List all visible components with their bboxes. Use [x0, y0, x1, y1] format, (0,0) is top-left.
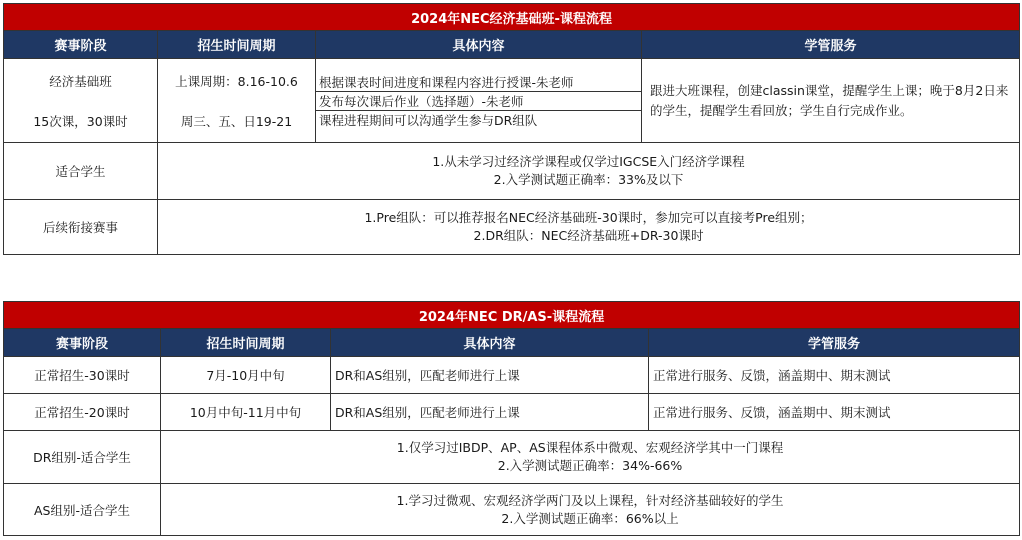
stage-name: 经济基础班	[49, 73, 112, 89]
table-title: 2024年NEC DR/AS-课程流程	[4, 302, 1020, 329]
table-title: 2024年NEC经济基础班-课程流程	[4, 4, 1020, 31]
content-cell: DR和AS组别，匹配老师进行上课	[331, 357, 649, 394]
content-cell: DR和AS组别，匹配老师进行上课	[331, 394, 649, 431]
header-period: 招生时间周期	[161, 329, 331, 357]
header-content: 具体内容	[331, 329, 649, 357]
header-content: 具体内容	[316, 31, 642, 59]
dr-line-2: 2.入学测试题正确率：34%-66%	[497, 458, 683, 473]
service-cell: 正常进行服务、反馈，涵盖期中、期末测试	[649, 357, 1020, 394]
period-cell: 7月-10月中旬	[161, 357, 331, 394]
period-dates: 上课周期：8.16-10.6	[175, 73, 298, 89]
stage-sessions: 15次课，30课时	[33, 113, 128, 129]
header-service: 学管服务	[649, 329, 1020, 357]
suitable-students-cell	[158, 143, 1020, 200]
stage-cell: 正常招生-30课时	[4, 357, 161, 394]
follow-up-line-2: 2.DR组队：NEC经济基础班+DR-30课时	[473, 228, 704, 243]
service-text: 跟进大班课程，创建classin课堂，提醒学生上课；晚于8月2日来的学生，提醒学生看回放；学生自行完成作业。	[642, 59, 1020, 143]
suitable-line-1: 1.从未学习过经济学课程或仅学过IGCSE入门经济学课程	[432, 154, 745, 169]
period-cell: 10月中旬-11月中旬	[161, 394, 331, 431]
follow-up-line-1: 1.Pre组队：可以推荐报名NEC经济基础班-30课时，参加完可以直接考Pre组别；	[364, 210, 813, 225]
stage-cell: 正常招生-20课时	[4, 394, 161, 431]
header-stage: 赛事阶段	[4, 31, 158, 59]
header-period: 招生时间周期	[158, 31, 316, 59]
content-cell	[316, 59, 642, 143]
period-cell	[158, 59, 316, 143]
period-days: 周三、五、日19-21	[180, 113, 293, 129]
dr-suitable-label: DR组别-适合学生	[4, 431, 161, 484]
header-service: 学管服务	[642, 31, 1020, 59]
dr-suitable-cell	[161, 431, 1020, 484]
content-item: 根据课表时间进度和课程内容进行授课-朱老师	[316, 73, 641, 92]
course-table-basic	[3, 3, 1020, 255]
course-table-dr-as	[3, 301, 1020, 536]
suitable-line-2: 2.入学测试题正确率：33%及以下	[493, 172, 684, 187]
as-line-2: 2.入学测试题正确率：66%以上	[501, 510, 679, 526]
service-cell: 正常进行服务、反馈，涵盖期中、期末测试	[649, 394, 1020, 431]
follow-up-cell	[158, 200, 1020, 255]
follow-up-label: 后续衔接赛事	[4, 200, 158, 255]
as-line-1: 1.学习过微观、宏观经济学两门及以上课程，针对经济基础较好的学生	[396, 492, 784, 508]
content-item: 发布每次课后作业（选择题）-朱老师	[316, 91, 641, 110]
suitable-students-label: 适合学生	[4, 143, 158, 200]
dr-line-1: 1.仅学习过IBDP、AP、AS课程体系中微观、宏观经济学其中一门课程	[396, 440, 784, 455]
as-suitable-label: AS组别-适合学生	[4, 484, 161, 536]
header-stage: 赛事阶段	[4, 329, 161, 357]
content-item: 课程进程期间可以沟通学生参与DR组队	[319, 112, 538, 128]
stage-cell	[4, 59, 158, 143]
as-suitable-cell	[161, 484, 1020, 536]
